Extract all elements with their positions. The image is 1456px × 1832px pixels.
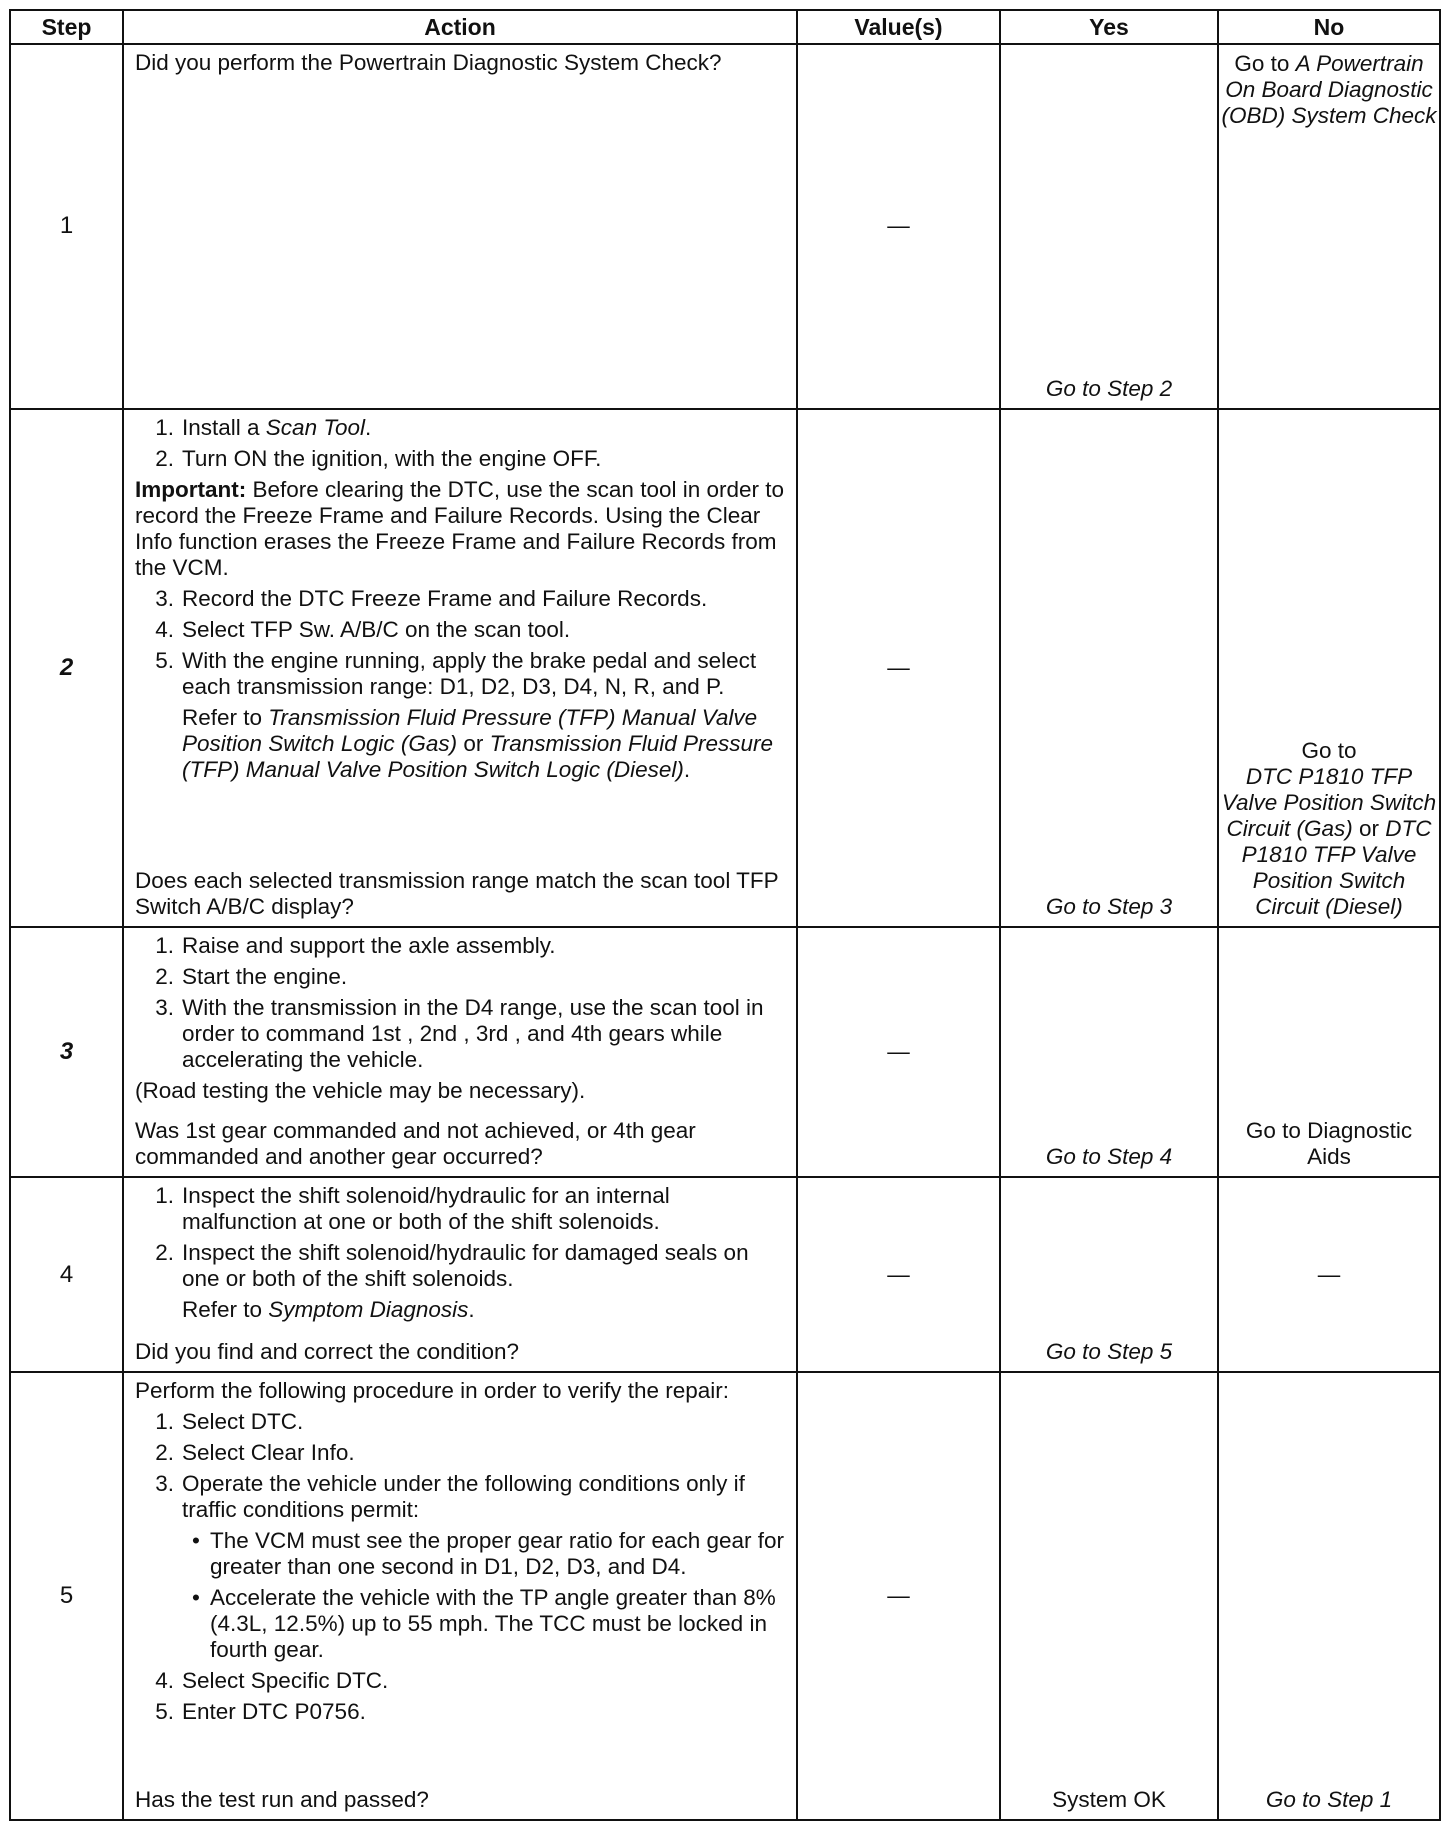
item-text: Install a Scan Tool.	[182, 414, 372, 440]
item-number: 4.	[155, 616, 174, 642]
item-text: The VCM must see the proper gear ratio for each gear for greater than one second in D1, D2, D3, and D4.	[210, 1528, 785, 1580]
table-row	[10, 1177, 1440, 1372]
item-number: 3.	[155, 995, 174, 1021]
item-text: Enter DTC P0756.	[182, 1699, 366, 1725]
item-text: With the engine running, apply the brake pedal and select each transmission range: D1, D2, D3, D4, N, R, and P.	[182, 647, 757, 699]
step-question: Was 1st gear commanded and not achieved, or 4th gear commanded and another gear occurred?	[135, 1117, 696, 1169]
action-cell	[123, 409, 797, 928]
header-yes: Yes	[1000, 10, 1218, 44]
list-item	[135, 1440, 788, 1466]
list-item	[135, 415, 788, 441]
header-action: Action	[123, 10, 797, 44]
item-number: 1.	[155, 933, 174, 959]
procedure-intro: Perform the following procedure in order to verify the repair:	[135, 1378, 730, 1404]
item-number: 1.	[155, 414, 174, 440]
list-item	[135, 933, 788, 959]
important-text: Before clearing the DTC, use the scan tool in order to record the Freeze Frame and Failure Records. Using the Clear Info function erases the Freeze Frame and Failure Records from the VCM.	[135, 476, 785, 580]
header-value: Value(s)	[797, 10, 1000, 44]
item-text: Select DTC.	[182, 1409, 304, 1435]
step-number: 1	[10, 44, 123, 409]
item-text: With the transmission in the D4 range, use the scan tool in order to command 1st , 2nd , 3rd , and 4th gears while accelerating the vehicle.	[182, 995, 764, 1073]
list-item	[135, 1699, 788, 1725]
yes-link[interactable]: Go to Step 2	[1045, 375, 1173, 401]
yes-cell	[1000, 44, 1218, 409]
item-number: 2.	[155, 964, 174, 990]
step-number: 4	[10, 1177, 123, 1372]
item-number: 5.	[155, 647, 174, 673]
no-cell	[1218, 44, 1440, 409]
list-item	[135, 648, 788, 700]
no-target: Go to DTC P1810 TFP Valve Position Switch Circuit (Gas) or DTC P1810 TFP Valve Position Switch Circuit (Diesel)	[1219, 738, 1439, 920]
item-text: Inspect the shift solenoid/hydraulic for an internal malfunction at one or both of the shift solenoids.	[182, 1182, 670, 1234]
item-number: 4.	[155, 1668, 174, 1694]
list-item	[135, 1183, 788, 1235]
step-question: Has the test run and passed?	[135, 1787, 429, 1812]
action-cell	[123, 44, 797, 409]
list-item	[135, 617, 788, 643]
refer-link[interactable]: Transmission Fluid Pressure (TFP) Manual Valve Position Switch Logic (Diesel)	[182, 730, 774, 782]
list-item	[135, 446, 788, 472]
table-row	[10, 927, 1440, 1177]
yes-cell	[1000, 927, 1218, 1177]
item-number: 2.	[155, 1440, 174, 1466]
bullet-icon: •	[192, 1585, 200, 1611]
no-prefix: Go to	[1234, 51, 1296, 76]
header-step: Step	[10, 10, 123, 44]
step-number: 2	[10, 409, 123, 928]
item-text: Select TFP Sw. A/B/C on the scan tool.	[182, 616, 571, 642]
value-dash: —	[797, 1372, 1000, 1820]
diagnostic-table	[9, 9, 1441, 1821]
item-number: 3.	[155, 585, 174, 611]
item-text: Select Specific DTC.	[182, 1668, 389, 1694]
item-number: 2.	[155, 445, 174, 471]
scan-tool-ref[interactable]: Scan Tool	[265, 414, 366, 440]
list-item	[135, 964, 788, 990]
list-item	[135, 1471, 788, 1523]
item-number: 1.	[155, 1409, 174, 1435]
yes-link[interactable]: Go to Step 4	[1045, 1143, 1173, 1169]
header-row	[10, 10, 1440, 44]
step-number: 3	[10, 927, 123, 1177]
yes-cell	[1000, 1372, 1218, 1820]
yes-result: System OK	[1052, 1787, 1166, 1812]
item-text: Record the DTC Freeze Frame and Failure Records.	[182, 585, 708, 611]
item-number: 3.	[155, 1471, 174, 1497]
refer-note: Refer to Symptom Diagnosis.	[182, 1296, 475, 1322]
value-dash: —	[797, 409, 1000, 928]
action-cell	[123, 1372, 797, 1820]
item-number: 5.	[155, 1699, 174, 1725]
important-label: Important:	[135, 476, 247, 502]
bullet-item	[182, 1585, 788, 1663]
item-text: Turn ON the ignition, with the engine OFF.	[182, 445, 602, 471]
yes-cell	[1000, 1177, 1218, 1372]
list-item	[135, 1240, 788, 1292]
bullet-icon: •	[192, 1528, 200, 1554]
bullet-item	[182, 1528, 788, 1580]
value-dash: —	[797, 44, 1000, 409]
item-number: 2.	[155, 1239, 174, 1265]
table-row	[10, 409, 1440, 928]
item-text: Start the engine.	[182, 964, 348, 990]
refer-link[interactable]: Symptom Diagnosis	[268, 1296, 469, 1322]
value-dash: —	[797, 927, 1000, 1177]
yes-link[interactable]: Go to Step 5	[1045, 1339, 1173, 1365]
item-text: Operate the vehicle under the following conditions only if traffic conditions permit:	[182, 1471, 745, 1523]
no-cell	[1218, 927, 1440, 1177]
list-item	[135, 1409, 788, 1435]
action-cell	[123, 927, 797, 1177]
list-item	[135, 995, 788, 1073]
step-question: Does each selected transmission range match the scan tool TFP Switch A/B/C display?	[135, 868, 779, 920]
step-question: Did you find and correct the condition?	[135, 1339, 519, 1365]
no-cell	[1218, 409, 1440, 928]
refer-note: Refer to Transmission Fluid Pressure (TFP) Manual Valve Position Switch Logic (Gas) or Transmission Fluid Pressure (TFP) Manual Valve Position Switch Logic (Diesel).	[182, 704, 774, 782]
refer-link[interactable]: Transmission Fluid Pressure (TFP) Manual Valve Position Switch Logic (Gas)	[182, 704, 758, 756]
item-text: Select Clear Info.	[182, 1440, 355, 1466]
item-number: 1.	[155, 1182, 174, 1208]
yes-link[interactable]: Go to Step 3	[1045, 894, 1173, 920]
no-target	[1219, 51, 1439, 129]
no-cell	[1218, 1372, 1440, 1820]
value-dash: —	[797, 1177, 1000, 1372]
yes-cell	[1000, 409, 1218, 928]
action-cell	[123, 1177, 797, 1372]
step-question: Did you perform the Powertrain Diagnostic System Check?	[135, 50, 722, 75]
item-text: Accelerate the vehicle with the TP angle greater than 8% (4.3L, 12.5%) up to 55 mph. The TCC must be locked in fourth gear.	[210, 1585, 776, 1663]
item-text: Inspect the shift solenoid/hydraulic for damaged seals on one or both of the shift solenoids.	[182, 1239, 749, 1291]
table-row	[10, 44, 1440, 409]
list-item	[135, 1668, 788, 1694]
no-prefix: Go to	[1301, 738, 1357, 764]
no-link[interactable]: DTC P1810 TFP Valve Position Switch Circuit (Diesel)	[1241, 816, 1432, 920]
step-number: 5	[10, 1372, 123, 1820]
list-item	[135, 586, 788, 612]
no-link[interactable]: Go to Step 1	[1265, 1787, 1393, 1812]
no-link[interactable]: DTC P1810 TFP Valve Position Switch Circuit (Gas)	[1221, 764, 1437, 842]
header-no: No	[1218, 10, 1440, 44]
no-link[interactable]: Go to Diagnostic Aids	[1245, 1117, 1413, 1169]
table-row	[10, 1372, 1440, 1820]
road-test-note: (Road testing the vehicle may be necessary).	[135, 1078, 586, 1104]
important-note	[135, 477, 788, 581]
no-dash: —	[1218, 1177, 1440, 1372]
item-text: Raise and support the axle assembly.	[182, 933, 556, 959]
no-link[interactable]: A Powertrain On Board Diagnostic (OBD) System Check	[1221, 51, 1437, 128]
